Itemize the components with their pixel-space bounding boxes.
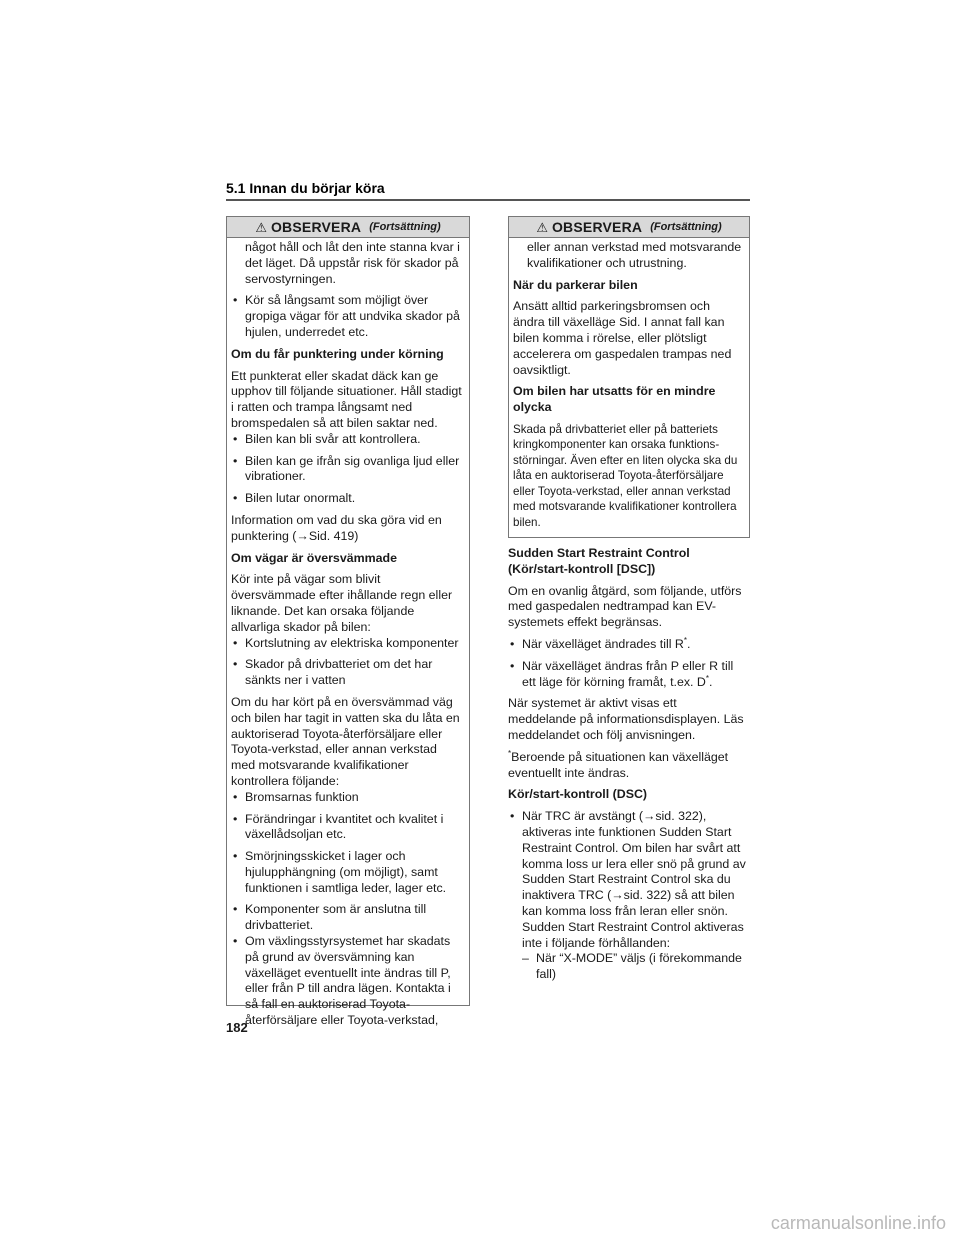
list-item-text: När växelläget ändras från P eller R till ett läge för körning framåt, t.ex. D	[522, 658, 734, 689]
section-heading: Sudden Start Restraint Control (Kör/start-kontroll [DSC])	[508, 546, 690, 576]
subheading: Om vägar är översvämmade	[231, 550, 397, 565]
paragraph: eller annan verkstad med motsvarande kvalifikationer och utrustning.	[527, 240, 742, 270]
paragraph: Skada på drivbatteriet eller på batteriets kringkomponenter kan orsaka funktions-störningar. Även efter en liten olycka ska du låta en auktoriserad Toyota-återförsäljare eller Toyota-verkstad, eller annan verkstad med motsvarande kvalifikationer kontrollera bilen.	[513, 422, 738, 529]
list-item: • Kör så långsamt som möjligt över gropiga vägar för att undvika skador på hjulen, underredet etc.	[231, 293, 463, 340]
list-item: • Bilen kan bli svår att kontrollera.	[231, 432, 463, 448]
subheading: Om bilen har utsatts för en mindre olycka	[513, 384, 716, 415]
list-item: • När TRC är avstängt (→sid. 322), aktiveras inte funktionen Sudden Start Restraint Control. Om bilen har svårt att komma loss ur lera eller snö på grund av Sudden Start Restraint Control ska du inaktivera TRC (→sid. 322) så att bilen kan komma loss från leran eller snön. Sudden Start Restraint Control aktiveras inte i följande förhållanden:	[508, 809, 748, 951]
paragraph: Om du har kört på en översvämmad väg och bilen har tagit in vatten ska du låta en auktoriserad Toyota-återförsäljare eller Toyota-verkstad, eller annan verkstad med motsvarande kvalifikationer kontrollera följande:	[231, 694, 460, 788]
watermark: carmanualsonline.info	[770, 1213, 946, 1233]
warning-header: OBSERVERA	[551, 219, 643, 235]
list-item: • Förändringar i kvantitet och kvalitet i växellådsoljan etc.	[231, 812, 463, 844]
subheading: Om du får punktering under körning	[231, 346, 444, 361]
footnote	[508, 750, 748, 782]
paragraph: Ansätt alltid parkeringsbromsen och ändra till växelläge Sid. I annat fall kan bilen komma i rörelse, eller plötsligt accelerera om gaspedalen trampas ned oavsiktligt.	[513, 299, 732, 377]
list-item: • Bilen lutar onormalt.	[231, 491, 463, 507]
paragraph: När systemet är aktivt visas ett meddelande på informationsdisplayen. Läs meddelandet och följ anvisningen.	[508, 696, 744, 742]
paragraph: Ett punkterat eller skadat däck kan ge upphov till följande situationer. Håll stadigt i ratten och trampa långsamt ned bromspedalen så att bilen saktar ned.	[231, 368, 462, 430]
page-number: 182	[226, 1020, 248, 1035]
footnote-text: Beroende på situationen kan växelläget eventuellt inte ändras.	[508, 749, 729, 780]
warning-continued: (Fortsättning)	[650, 221, 722, 233]
warning-header: OBSERVERA	[270, 219, 362, 235]
footnote-marker: *	[705, 673, 710, 683]
warning-triangle-icon: ⚠	[536, 219, 548, 235]
list-item: • Kortslutning av elektriska komponenter	[231, 636, 463, 652]
paragraph: något håll och låt den inte stanna kvar i det läget. Då uppstår risk för skador på servostyrningen.	[245, 240, 460, 286]
warning-box-header	[227, 217, 469, 238]
section-title: 5.1 Innan du börjar köra	[226, 180, 385, 196]
list-item	[508, 659, 748, 691]
list-item: • Om växlingsstyrsystemet har skadats på grund av översvämning kan växelläget eventuellt inte ändras till P, eller från P till andra lägen. Kontakta i så fall en auktoriserad Toyota-återförsäljare eller Toyota-verkstad,	[231, 934, 463, 1029]
subheading: Kör/start-kontroll (DSC)	[508, 787, 648, 802]
list-item: • Bromsarnas funktion	[231, 790, 463, 806]
warning-box-header	[509, 217, 749, 238]
list-item: • Skador på drivbatteriet om det har sänkts ner i vatten	[231, 657, 463, 689]
footnote-marker: *	[683, 635, 687, 645]
list-item: • Smörjningsskicket i lager och hjulupphängning (om möjligt), samt funktionen i samtliga leder, lager etc.	[231, 849, 463, 896]
list-item-end: .	[686, 636, 691, 651]
warning-box-right	[508, 216, 750, 538]
footnote-marker: *	[508, 748, 512, 758]
list-item-end: .	[709, 674, 713, 689]
paragraph: Kör inte på vägar som blivit översvämmade efter ihållande regn eller liknande. Det kan orsaka följande allvarliga skador på bilen:	[231, 572, 453, 634]
section-rule	[226, 199, 750, 201]
sub-list-item: – När “X-MODE” väljs (i förekommande fall)	[508, 951, 748, 983]
list-item-text: När växelläget ändrades till R	[522, 636, 684, 651]
list-item	[508, 637, 748, 653]
warning-continued: (Fortsättning)	[369, 221, 441, 233]
list-item: • Bilen kan ge ifrån sig ovanliga ljud eller vibrationer.	[231, 454, 463, 486]
paragraph: Information om vad du ska göra vid en punktering (→Sid. 419)	[231, 512, 442, 543]
right-column	[508, 546, 748, 983]
list-item: • Komponenter som är anslutna till drivbatteriet.	[231, 902, 463, 934]
paragraph: Om en ovanlig åtgärd, som följande, utförs med gaspedalen nedtrampad kan EV-systemets effekt begränsas.	[508, 583, 742, 630]
subheading: När du parkerar bilen	[513, 277, 638, 292]
warning-triangle-icon: ⚠	[255, 219, 267, 235]
